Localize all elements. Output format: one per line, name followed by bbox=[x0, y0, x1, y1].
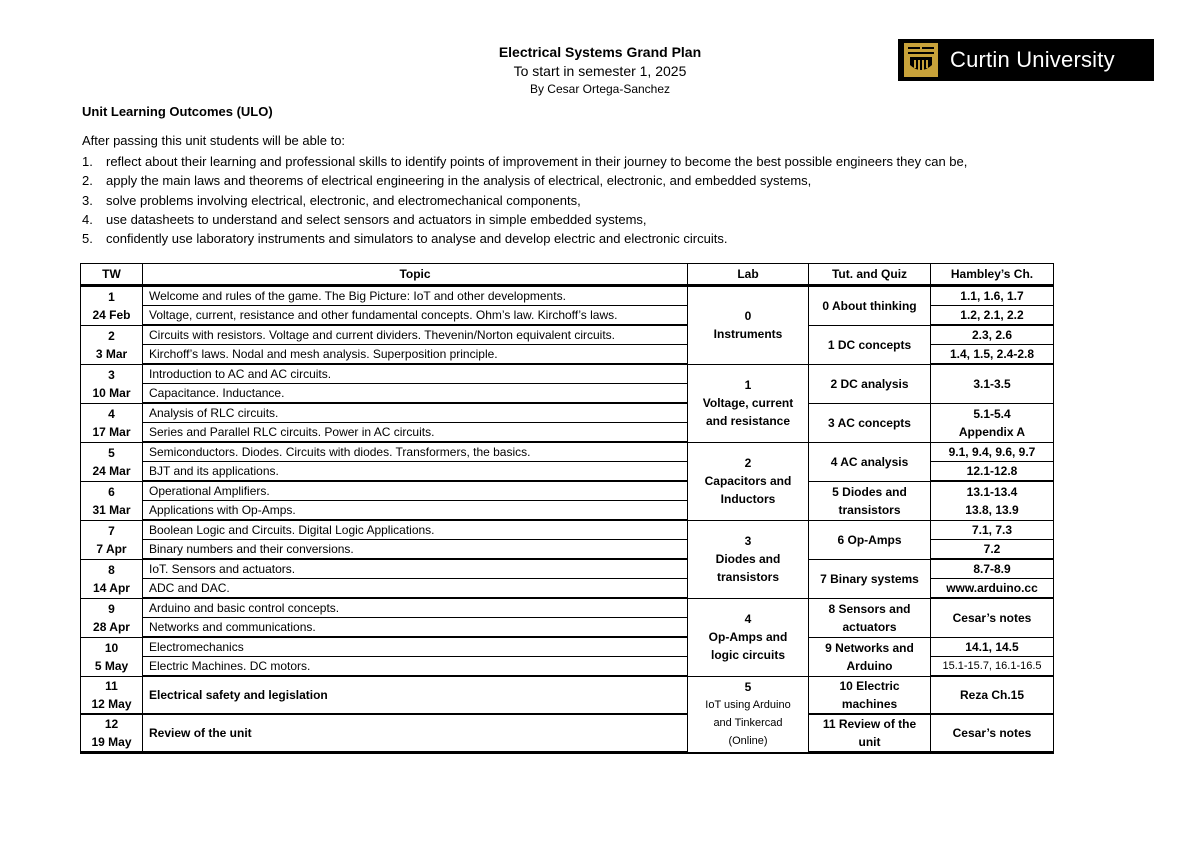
tut-cell: 1 DC concepts bbox=[809, 325, 931, 364]
table-row bbox=[81, 364, 1054, 384]
topic-cell: Networks and communications. bbox=[143, 618, 688, 638]
crest-icon bbox=[904, 43, 938, 77]
topic-cell: Review of the unit bbox=[143, 714, 688, 753]
header-topic: Topic bbox=[143, 264, 688, 286]
topic-cell: IoT. Sensors and actuators. bbox=[143, 559, 688, 579]
ref-cell: 9.1, 9.4, 9.6, 9.7 bbox=[931, 442, 1054, 462]
tut-cell: 8 Sensors and actuators bbox=[809, 598, 931, 637]
topic-cell: Boolean Logic and Circuits. Digital Logic Applications. bbox=[143, 520, 688, 540]
table-row bbox=[81, 714, 1054, 753]
table-row bbox=[81, 481, 1054, 501]
table-row bbox=[81, 676, 1054, 714]
week-cell: 10 5 May bbox=[81, 637, 143, 676]
topic-cell: Applications with Op-Amps. bbox=[143, 501, 688, 521]
table-row bbox=[81, 559, 1054, 579]
ulo-item: 4. use datasheets to understand and select sensors and actuators in simple embedded systems, bbox=[82, 211, 647, 227]
topic-cell: Arduino and basic control concepts. bbox=[143, 598, 688, 618]
ref-cell: 15.1-15.7, 16.1-16.5 bbox=[931, 657, 1054, 677]
week-cell: 4 17 Mar bbox=[81, 403, 143, 442]
document-title: Electrical Systems Grand Plan bbox=[498, 44, 702, 60]
lab-cell: 3 Diodes and transistors bbox=[688, 520, 809, 598]
ref-cell: 13.1-13.4 13.8, 13.9 bbox=[931, 481, 1054, 520]
tut-cell: 11 Review of the unit bbox=[809, 714, 931, 753]
curtin-logo bbox=[898, 39, 1154, 81]
header-tut: Tut. and Quiz bbox=[809, 264, 931, 286]
topic-cell: Binary numbers and their conversions. bbox=[143, 540, 688, 560]
ref-cell: 3.1-3.5 bbox=[931, 364, 1054, 403]
week-cell: 5 24 Mar bbox=[81, 442, 143, 481]
ref-cell: Cesar’s notes bbox=[931, 598, 1054, 637]
ref-cell: www.arduino.cc bbox=[931, 579, 1054, 599]
table-row bbox=[81, 286, 1054, 306]
lab-cell: 5 IoT using Arduino and Tinkercad (Online) bbox=[688, 676, 809, 753]
topic-cell: Circuits with resistors. Voltage and current dividers. Thevenin/Norton equivalent circuits. bbox=[143, 325, 688, 345]
tut-cell: 9 Networks and Arduino bbox=[809, 637, 931, 676]
topic-cell: Electrical safety and legislation bbox=[143, 676, 688, 714]
ulo-intro: After passing this unit students will be able to: bbox=[82, 133, 346, 148]
week-cell: 2 3 Mar bbox=[81, 325, 143, 364]
ulo-item: 3. solve problems involving electrical, electronic, and electromechanical components, bbox=[82, 192, 581, 208]
table-row bbox=[81, 520, 1054, 540]
ulo-item: 2. apply the main laws and theorems of electrical engineering in the analysis of electrical, electronic, and embedded systems, bbox=[82, 173, 812, 189]
topic-cell: ADC and DAC. bbox=[143, 579, 688, 599]
ulo-item: 5. confidently use laboratory instruments and simulators to analyse and develop electric and electronic circuits. bbox=[82, 231, 728, 247]
ref-cell: 8.7-8.9 bbox=[931, 559, 1054, 579]
topic-cell: Kirchoff’s laws. Nodal and mesh analysis. Superposition principle. bbox=[143, 345, 688, 365]
tut-cell: 7 Binary systems bbox=[809, 559, 931, 598]
ref-cell: 1.2, 2.1, 2.2 bbox=[931, 306, 1054, 326]
lab-cell: 0 Instruments bbox=[688, 286, 809, 365]
table-row bbox=[81, 598, 1054, 618]
topic-cell: Analysis of RLC circuits. bbox=[143, 403, 688, 423]
tut-cell: 5 Diodes and transistors bbox=[809, 481, 931, 520]
lab-cell: 2 Capacitors and Inductors bbox=[688, 442, 809, 520]
topic-cell: Semiconductors. Diodes. Circuits with diodes. Transformers, the basics. bbox=[143, 442, 688, 462]
week-cell: 9 28 Apr bbox=[81, 598, 143, 637]
ref-cell: 1.4, 1.5, 2.4-2.8 bbox=[931, 345, 1054, 365]
ref-cell: 12.1-12.8 bbox=[931, 462, 1054, 482]
week-cell: 6 31 Mar bbox=[81, 481, 143, 520]
topic-cell: Electromechanics bbox=[143, 637, 688, 657]
week-cell: 11 12 May bbox=[81, 676, 143, 714]
topic-cell: Series and Parallel RLC circuits. Power in AC circuits. bbox=[143, 423, 688, 443]
week-cell: 7 7 Apr bbox=[81, 520, 143, 559]
tut-cell: 10 Electric machines bbox=[809, 676, 931, 714]
week-cell: 12 19 May bbox=[81, 714, 143, 753]
tut-cell: 2 DC analysis bbox=[809, 364, 931, 403]
table-row bbox=[81, 442, 1054, 462]
tut-cell: 6 Op-Amps bbox=[809, 520, 931, 559]
ref-cell: 1.1, 1.6, 1.7 bbox=[931, 286, 1054, 306]
topic-cell: Introduction to AC and AC circuits. bbox=[143, 364, 688, 384]
topic-cell: Capacitance. Inductance. bbox=[143, 384, 688, 404]
ulo-item: 1. reflect about their learning and professional skills to identify points of improvement in their journey to become the best possible engineers they can be, bbox=[82, 154, 968, 169]
document-title-block bbox=[390, 43, 810, 98]
topic-cell: Voltage, current, resistance and other fundamental concepts. Ohm’s law. Kirchoff’s laws. bbox=[143, 306, 688, 326]
header-tw: TW bbox=[81, 264, 143, 286]
tut-cell: 4 AC analysis bbox=[809, 442, 931, 481]
document-subtitle: To start in semester 1, 2025 bbox=[513, 63, 687, 79]
ref-cell: 14.1, 14.5 bbox=[931, 637, 1054, 657]
week-cell: 3 10 Mar bbox=[81, 364, 143, 403]
topic-cell: Electric Machines. DC motors. bbox=[143, 657, 688, 677]
tut-cell: 0 About thinking bbox=[809, 286, 931, 326]
ref-cell: 7.1, 7.3 bbox=[931, 520, 1054, 540]
table-row bbox=[81, 403, 1054, 423]
ref-cell: Cesar’s notes bbox=[931, 714, 1054, 753]
ref-cell: 2.3, 2.6 bbox=[931, 325, 1054, 345]
ref-cell: Reza Ch.15 bbox=[931, 676, 1054, 714]
topic-cell: BJT and its applications. bbox=[143, 462, 688, 482]
document-author: By Cesar Ortega-Sanchez bbox=[529, 82, 671, 96]
table-row bbox=[81, 637, 1054, 657]
grand-plan-table bbox=[80, 263, 1054, 754]
tut-cell: 3 AC concepts bbox=[809, 403, 931, 442]
header-lab: Lab bbox=[688, 264, 809, 286]
ulo-heading: Unit Learning Outcomes (ULO) bbox=[82, 104, 273, 119]
table-row bbox=[81, 325, 1054, 345]
table-header-row bbox=[81, 264, 1054, 286]
ref-cell: 5.1-5.4 Appendix A bbox=[931, 403, 1054, 442]
lab-cell: 4 Op-Amps and logic circuits bbox=[688, 598, 809, 676]
week-cell: 1 24 Feb bbox=[81, 286, 143, 326]
header-ref: Hambley’s Ch. bbox=[931, 264, 1054, 286]
ref-cell: 7.2 bbox=[931, 540, 1054, 560]
ulo-list bbox=[82, 152, 967, 248]
topic-cell: Operational Amplifiers. bbox=[143, 481, 688, 501]
lab-cell: 1 Voltage, current and resistance bbox=[688, 364, 809, 442]
week-cell: 8 14 Apr bbox=[81, 559, 143, 598]
logo-wordmark: Curtin University bbox=[950, 47, 1115, 72]
topic-cell: Welcome and rules of the game. The Big Picture: IoT and other developments. bbox=[143, 286, 688, 306]
